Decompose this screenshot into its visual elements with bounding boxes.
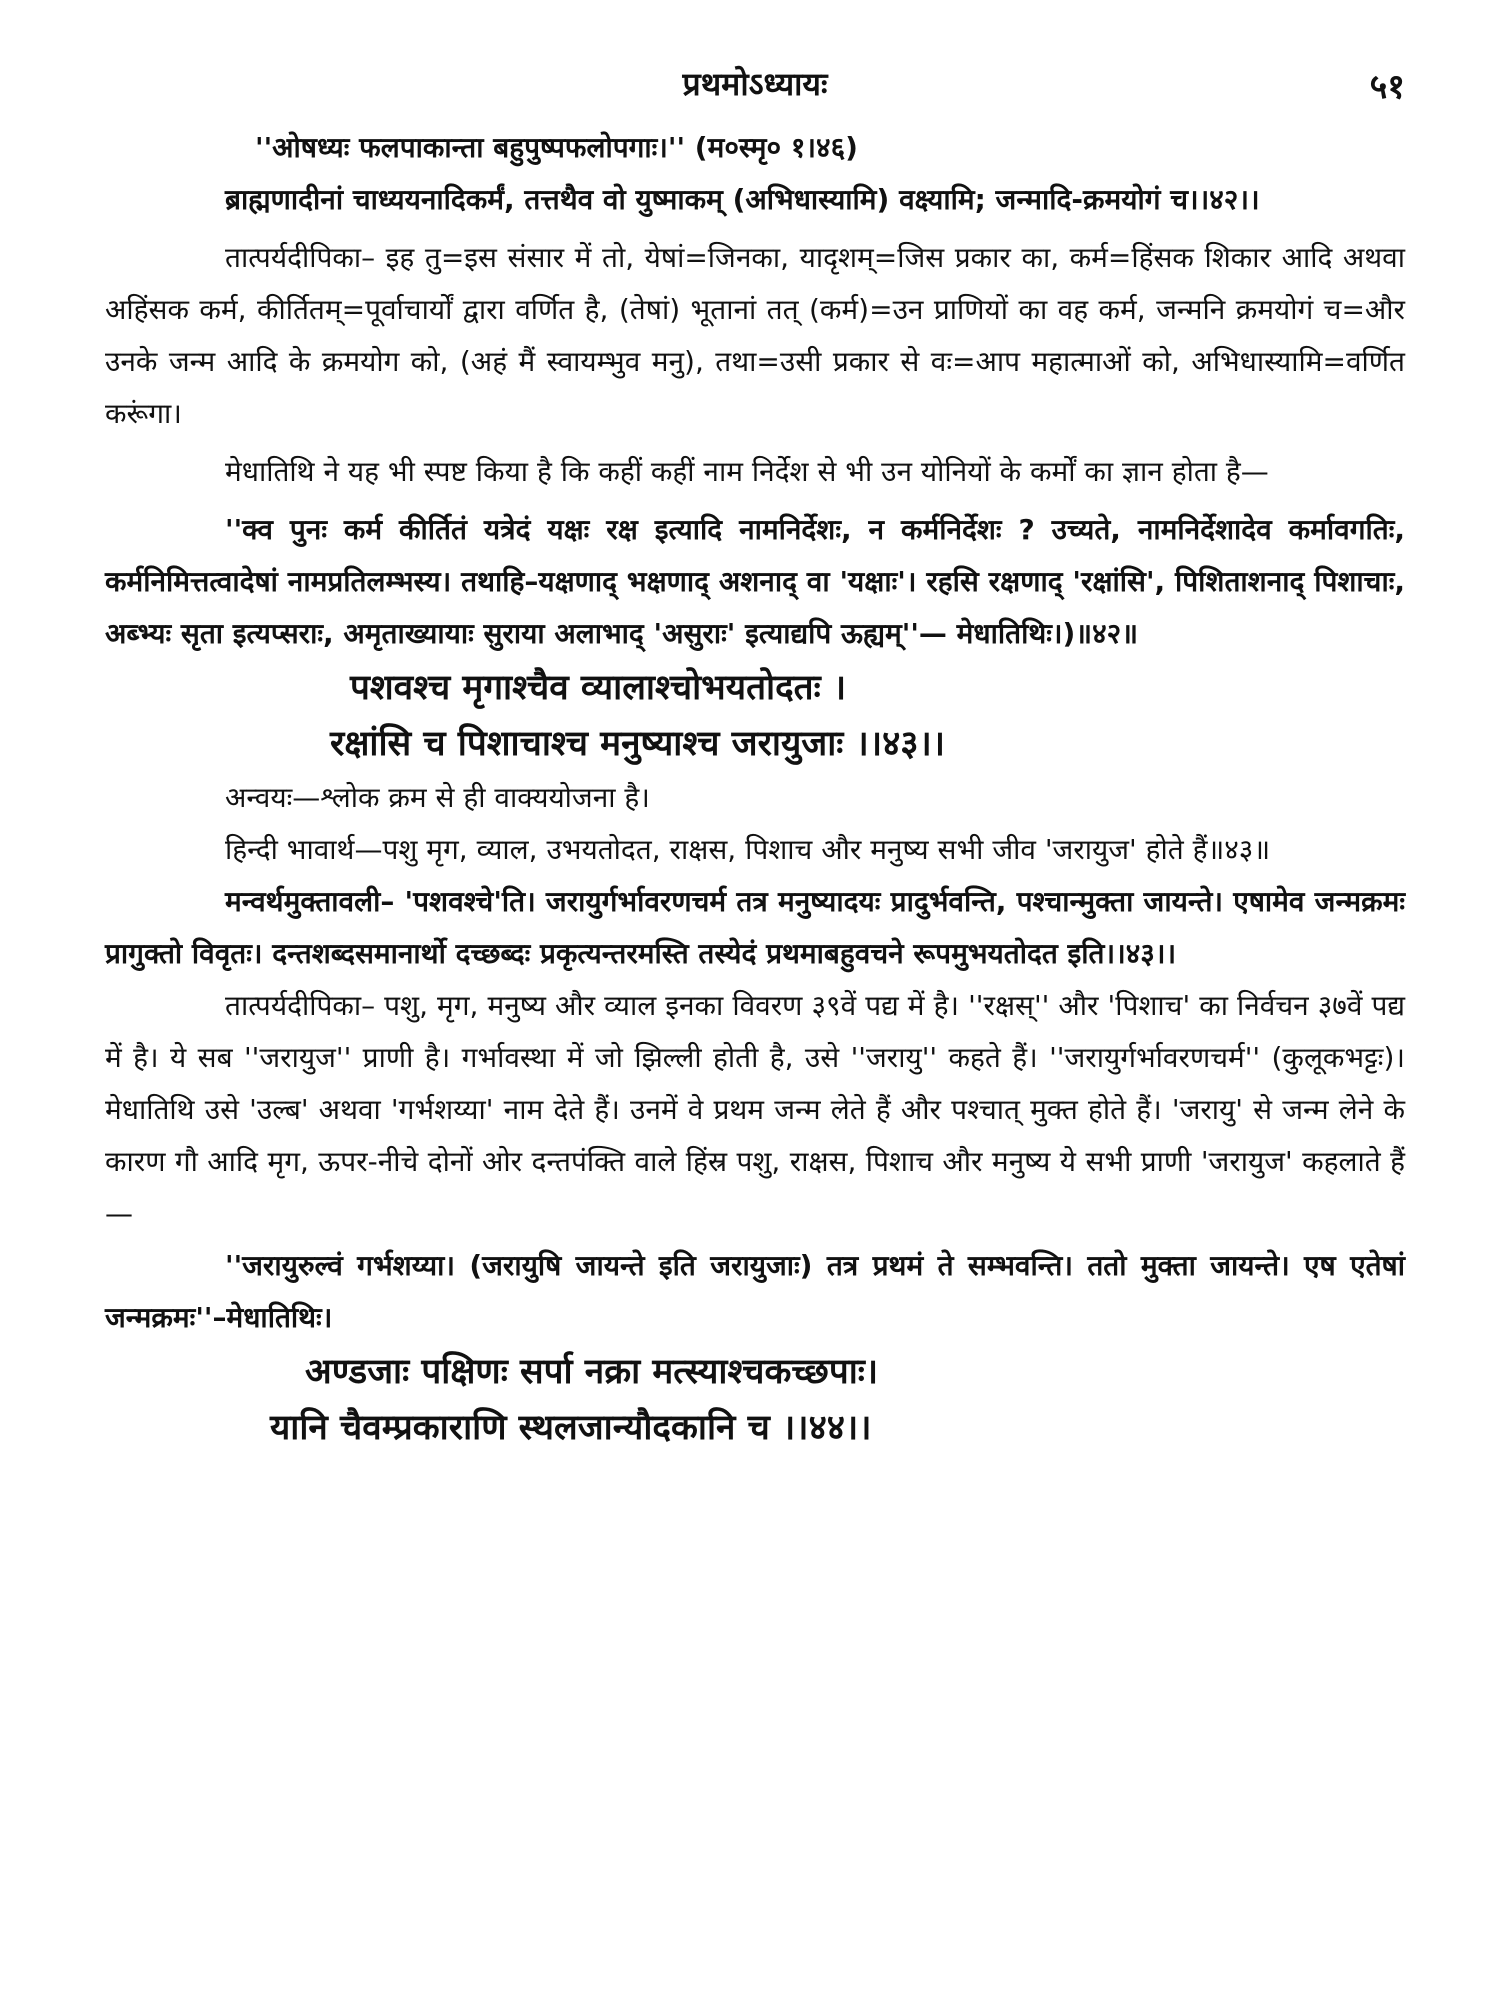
- medhatithi-quote-2: ''जरायुरुल्वं गर्भशय्या। (जरायुषि जायन्ते इति जरायुजाः) तत्र प्रथमं ते सम्भवन्ति। ततो मुक्ता जायन्ते। एष एतेषां जन्मक्रमः''–मेधातिथिः।: [105, 1249, 1405, 1334]
- verse-43-line-2: रक्षांसि च पिशाचाश्च मनुष्याश्च जरायुजाः ।।४३।।: [330, 724, 946, 764]
- hindi-bhavartha-paragraph: हिन्दी भावार्थ—पशु मृग, व्याल, उभयतोदत, राक्षस, पिशाच और मनुष्य सभी जीव 'जरायुज' होते हैं॥४३॥: [225, 833, 1271, 866]
- verse-44-line-2: यानि चैवम्प्रकाराणि स्थलजान्यौदकानि च ।।४४।।: [270, 1408, 872, 1448]
- page-header: [105, 62, 1405, 122]
- chapter-title: प्रथमोऽध्यायः: [682, 65, 828, 103]
- medhatithi-quote: ''क्व पुनः कर्म कीर्तितं यत्रेदं यक्षः रक्ष इत्यादि नामनिर्देशः, न कर्मनिर्देशः ? उच्यते, नामनिर्देशादेव कर्मावगतिः, कर्मनिमित्तत्वादेषां नामप्रतिलम्भस्य। तथाहि–यक्षणाद् भक्षणाद् अशनाद् वा 'यक्षाः'। रहसि रक्षणाद् 'रक्षांसि', पिशिताशनाद् पिशाचाः, अब्भ्यः सृता इत्यप्सराः, अमृताख्यायाः सुराया अलाभाद् 'असुराः' इत्याद्यपि ऊह्यम्''— मेधातिथिः।)॥४२॥: [105, 513, 1405, 650]
- tatparya-dipika-paragraph-2: तात्पर्यदीपिका– पशु, मृग, मनुष्य और व्याल इनका विवरण ३९वें पद्य में है। ''रक्षस्'' और 'पिशाच' का निर्वचन ३७वें पद्य में है। ये सब ''जरायुज'' प्राणी है। गर्भावस्था में जो झिल्ली होती है, उसे ''जरायु'' कहते हैं। ''जरायुर्गर्भावरणचर्म'' (कुलूकभट्टः)। मेधातिथि उसे 'उल्ब' अथवा 'गर्भशय्या' नाम देते हैं। उनमें वे प्रथम जन्म लेते हैं और पश्चात् मुक्त होते हैं। 'जरायु' से जन्म लेने के कारण गौ आदि मृग, ऊपर-नीचे दोनों ओर दन्तपंक्ति वाले हिंस्र पशु, राक्षस, पिशाच और मनुष्य ये सभी प्राणी 'जरायुज' कहलाते हैं—: [105, 989, 1405, 1230]
- page-number: ५१: [1369, 67, 1405, 107]
- manvartha-muktavali-paragraph: मन्वर्थमुक्तावली– 'पशवश्चे'ति। जरायुर्गर्भावरणचर्म तत्र मनुष्यादयः प्रादुर्भवन्ति, पश्चान्मुक्ता जायन्ते। एषामेव जन्मक्रमः प्रागुक्तो विवृतः। दन्तशब्दसमानार्थो दच्छब्दः प्रकृत्यन्तरमस्ति तस्येदं प्रथमाबहुवचने रूपमुभयतोदत इति।।४३।।: [105, 885, 1405, 970]
- book-page: [105, 62, 1405, 1456]
- quote-line: ''ओषध्यः फलपाकान्ता बहुपुष्पफलोपगाः।'' (म०स्मृ० १।४६): [255, 131, 858, 164]
- medhatithi-paragraph: मेधातिथि ने यह भी स्पष्ट किया है कि कहीं कहीं नाम निर्देश से भी उन योनियों के कर्मों का ज्ञान होता है—: [225, 455, 1269, 488]
- verse-43-line-1: पशवश्च मृगाश्चैव व्यालाश्चोभयतोदतः ।: [350, 668, 847, 708]
- anvaya-paragraph: अन्वयः—श्लोक क्रम से ही वाक्ययोजना है।: [225, 781, 650, 814]
- verse-44-line-1: अण्डजाः पक्षिणः सर्पा नक्रा मत्स्याश्चकच्छपाः।: [305, 1352, 879, 1392]
- tatparya-dipika-paragraph: तात्पर्यदीपिका– इह तु=इस संसार में तो, येषां=जिनका, यादृशम्=जिस प्रकार का, कर्म=हिंसक शिकार आदि अथवा अहिंसक कर्म, कीर्तितम्=पूर्वाचार्यों द्वारा वर्णित है, (तेषां) भूतानां तत् (कर्म)=उन प्राणियों का वह कर्म, जन्मनि क्रमयोगं च=और उनके जन्म आदि के क्रमयोग को, (अहं मैं स्वायम्भुव मनु), तथा=उसी प्रकार से वः=आप महात्माओं को, अभिधास्यामि=वर्णित करूंगा।: [105, 241, 1405, 430]
- sanskrit-commentary-end: ब्राह्मणादीनां चाध्ययनादिकर्मं, तत्तथैव वो युष्माकम् (अभिधास्यामि) वक्ष्यामि; जन्मादि-क्रमयोगं च।।४२।।: [225, 183, 1260, 216]
